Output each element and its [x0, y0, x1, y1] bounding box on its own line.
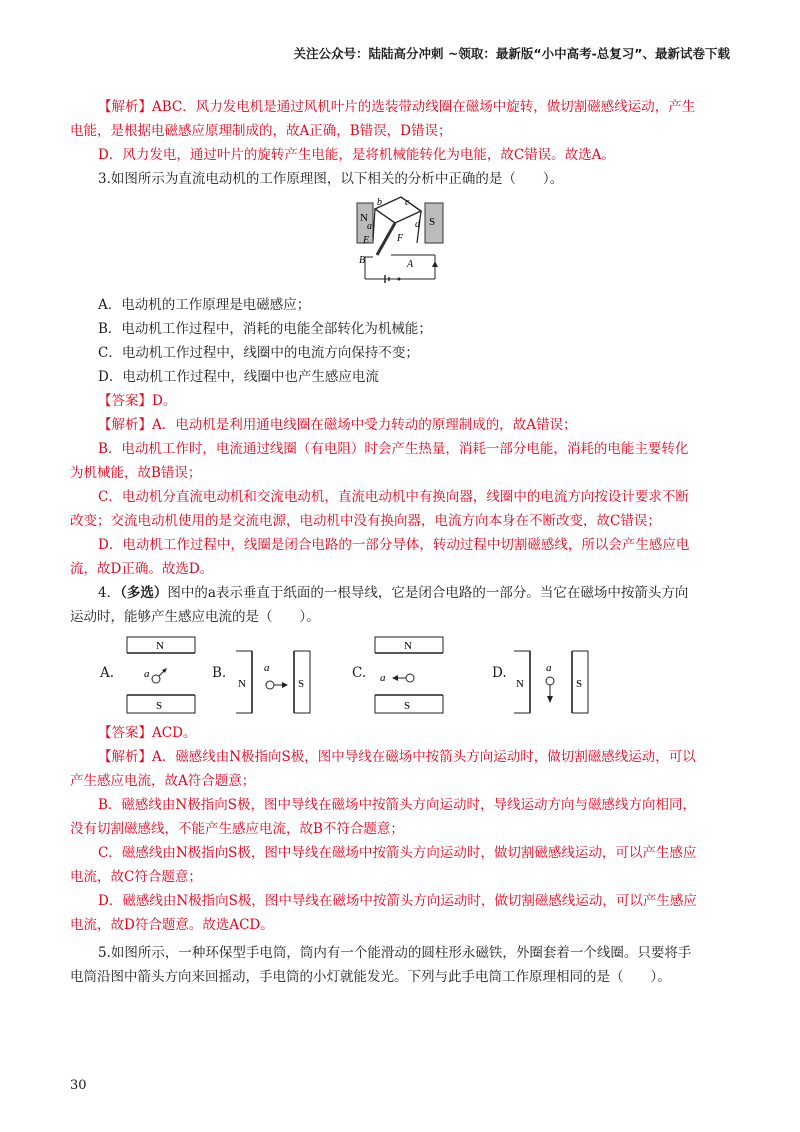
q4-analysis-d1: D．磁感线由N极指向S极，图中导线在磁场中按箭头方向运动时，做切割磁感线运动，可以产生感应 — [98, 893, 697, 909]
q3-analysis-b1: B．电动机工作时，电流通过线圈（有电阻）时会产生热量，消耗一部分电能，消耗的电能主要转化 — [98, 441, 689, 457]
motor-label-c: c — [405, 197, 410, 208]
motor-label-big-b: B — [359, 255, 366, 266]
motor-label-a: a — [367, 221, 372, 232]
q3-option-d: D．电动机工作过程中，线圈中也产生感应电流 — [98, 369, 379, 385]
motor-label-big-a: A — [407, 259, 414, 270]
q3-analysis-d1: D．电动机工作过程中，线圈是闭合电路的一部分导体，转动过程中切割磁感线，所以会产生感应电 — [98, 537, 690, 553]
svg-text:S: S — [576, 678, 583, 690]
svg-text:S: S — [404, 700, 411, 712]
q5-stem-line1: 5.如图所示，一种环保型手电筒，筒内有一个能滑动的圆柱形永磁铁，外圈套着一个线圈。只要将手 — [98, 945, 692, 961]
q4-stem-line1: 4．（多选）图中的a表示垂直于纸面的一根导线，它是闭合电路的一部分。当它在磁场中按箭头方向 — [98, 585, 689, 601]
q4-option-b-figure — [232, 633, 332, 717]
q4-option-a-label: A. — [100, 665, 115, 681]
motor-label-n: N — [360, 212, 368, 224]
svg-text:N: N — [404, 640, 412, 652]
q3-analysis-c2: 改变；交流电动机使用的是交流电源，电动机中没有换向器，电流方向本身在不断改变，故C错误； — [70, 513, 661, 529]
svg-text:a: a — [380, 672, 386, 684]
svg-text:N: N — [516, 678, 524, 690]
q4-analysis-c2: 电流，故C符合题意； — [70, 869, 202, 885]
motor-label-e: E — [363, 235, 370, 246]
svg-text:N: N — [156, 640, 164, 652]
q3-analysis-a: 【解析】A．电动机是利用通电线圈在磁场中受力转动的原理制成的，故A错误； — [98, 417, 577, 433]
q4-analysis-c1: C．磁感线由N极指向S极，图中导线在磁场中按箭头方向运动时，做切割磁感线运动，可以产生感应 — [98, 845, 697, 861]
q4-answer: 【答案】ACD。 — [98, 725, 197, 741]
page-number: 30 — [70, 1078, 87, 1093]
q3-option-b: B．电动机工作过程中，消耗的电能全部转化为机械能； — [98, 321, 432, 337]
q2-analysis-line2: 电能，是根据电磁感应原理制成的，故A正确，B错误，D错误； — [70, 123, 452, 139]
q4-multi-tag: （多选） — [120, 585, 168, 601]
q4-option-b-label: B. — [212, 665, 227, 681]
motor-diagram-svg — [355, 193, 445, 285]
svg-text:S: S — [156, 700, 163, 712]
q3-answer: 【答案】D。 — [98, 393, 177, 409]
q4-analysis-b2: 没有切割磁感线，不能产生感应电流，故B不符合题意； — [70, 821, 404, 837]
svg-text:a: a — [144, 668, 150, 680]
q3-analysis-d2: 流，故D正确。故选D。 — [70, 561, 214, 577]
q4-figures — [70, 633, 732, 717]
q4-option-a-figure — [126, 633, 196, 717]
q4-analysis-a1: 【解析】A．磁感线由N极指向S极，图中导线在磁场中按箭头方向运动时，做切割磁感线运动，可以 — [98, 749, 696, 765]
svg-text:a: a — [264, 662, 270, 674]
q4-analysis-d2: 电流，故D符合题意。故选ACD。 — [70, 917, 274, 933]
motor-label-f: F — [397, 233, 404, 244]
q3-option-a: A．电动机的工作原理是电磁感应； — [98, 297, 311, 313]
page-content — [70, 95, 732, 989]
q2-analysis-line1: 【解析】ABC．风力发电机是通过风机叶片的选装带动线圈在磁场中旋转，做切割磁感线运动，产生 — [98, 99, 696, 115]
q3-option-c: C．电动机工作过程中，线圈中的电流方向保持不变； — [98, 345, 419, 361]
motor-label-d: d — [415, 219, 420, 230]
svg-text:N: N — [238, 678, 246, 690]
q4-analysis-b1: B．磁感线由N极指向S极，图中导线在磁场中按箭头方向运动时，导线运动方向与磁感线方向相同， — [98, 797, 696, 813]
motor-diagram — [355, 193, 445, 285]
page-header: 关注公众号：陆陆高分冲刺 ~领取：最新版“小中高考-总复习”、最新试卷下载 — [293, 46, 730, 61]
svg-text:S: S — [298, 678, 305, 690]
motor-label-b: b — [377, 197, 382, 208]
q2-analysis-tag: 【解析】 — [98, 99, 152, 115]
q3-analysis-b2: 为机械能，故B错误； — [70, 465, 202, 481]
q4-analysis-a2: 产生感应电流，故A符合题意； — [70, 773, 256, 789]
svg-text:a: a — [546, 662, 552, 674]
q3-analysis-c1: C．电动机分直流电动机和交流电动机，直流电动机中有换向器，线圈中的电流方向按设计要求不断 — [98, 489, 689, 505]
q4-option-c-figure — [374, 633, 444, 717]
q4-option-c-label: C. — [352, 665, 367, 681]
q2-analysis-line3: D．风力发电，通过叶片的旋转产生电能，是将机械能转化为电能，故C错误。故选A。 — [98, 147, 615, 163]
q4-option-d-figure — [510, 633, 610, 717]
motor-label-s: S — [429, 216, 436, 228]
q3-stem: 3.如图所示为直流电动机的工作原理图，以下相关的分析中正确的是（ ）。 — [98, 171, 564, 187]
q4-option-d-label: D. — [492, 665, 507, 681]
q4-stem-line2: 运动时，能够产生感应电流的是（ ）。 — [70, 609, 320, 625]
q5-stem-line2: 电筒沿图中箭头方向来回摇动，手电筒的小灯就能发光。下列与此手电筒工作原理相同的是（ ）。 — [70, 969, 671, 985]
